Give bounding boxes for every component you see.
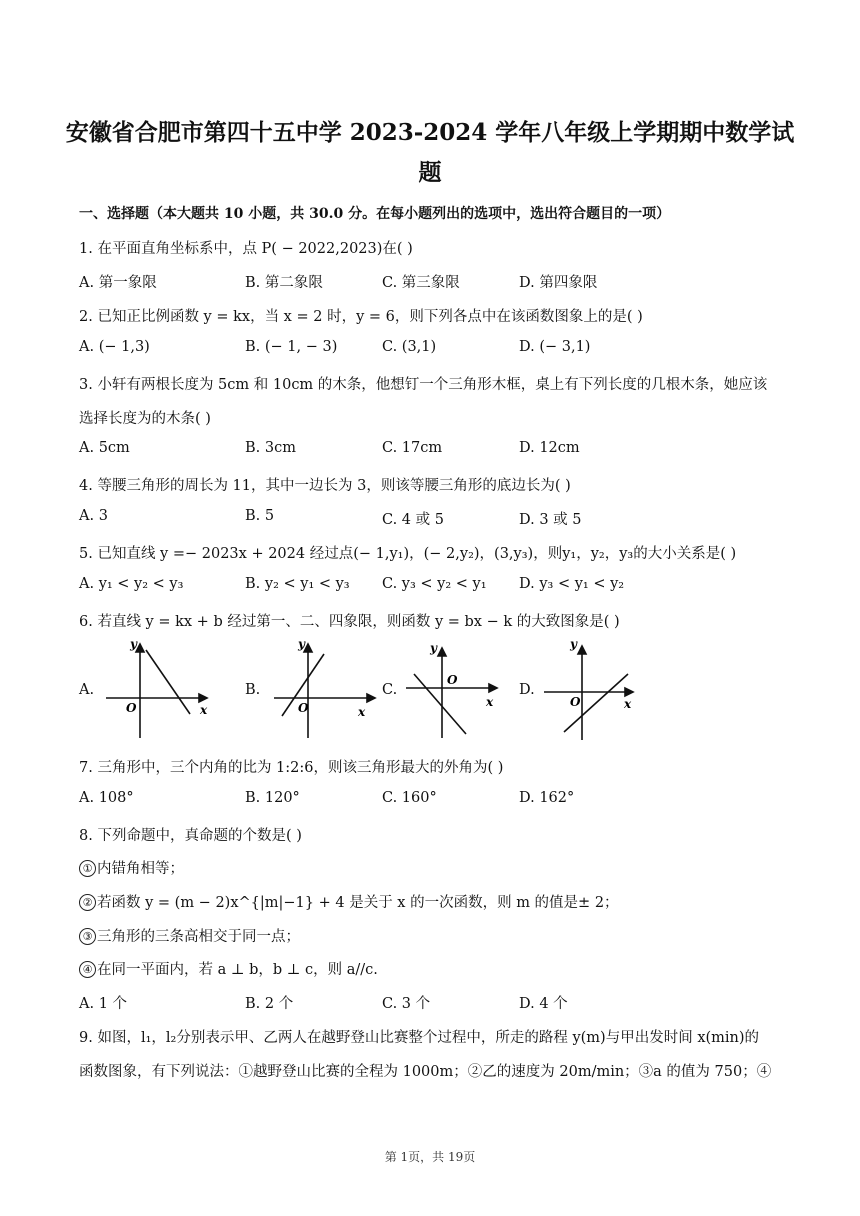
- graph-a: [100, 636, 212, 744]
- q2-option-c: C. (3,1): [382, 339, 437, 355]
- q8-item-4-text: 在同一平面内，若 a ⊥ b，b ⊥ c，则 a//c.: [97, 962, 378, 978]
- q7-option-d: D. 162°: [519, 790, 575, 806]
- graph-d-x-label: x: [624, 697, 632, 711]
- q7-option-b: B. 120°: [245, 790, 300, 806]
- q4-option-d: D. 3 或 5: [519, 512, 582, 528]
- q2-option-a: A. (− 1,3): [79, 339, 150, 355]
- q8-item-1-marker: ①: [79, 860, 96, 877]
- q8-option-a: A. 1 个: [79, 996, 128, 1012]
- graph-b-x-label: x: [358, 705, 366, 719]
- q6-option-c: C.: [382, 682, 398, 698]
- q2-option-b: B. (− 1, − 3): [245, 339, 338, 355]
- q8-item-2-text: 若函数 y = (m − 2)x^{|m|−1} + 4 是关于 x 的一次函数，则 m 的值是± 2；: [97, 895, 619, 911]
- q1-option-b: B. 第二象限: [245, 275, 323, 291]
- graph-d: [538, 636, 650, 744]
- q8-stem: 8. 下列命题中，真命题的个数是( ): [79, 828, 302, 844]
- q8-item-4: [79, 958, 378, 979]
- graph-d-y-label: y: [570, 637, 577, 651]
- q5-option-c: C. y₃ < y₂ < y₁: [382, 576, 487, 592]
- page-footer: 第 1页，共 19页: [384, 1150, 476, 1164]
- q8-item-4-marker: ④: [79, 961, 96, 978]
- graph-c-x-label: x: [486, 695, 494, 709]
- q9-stem: 9. 如图，l₁，l₂分别表示甲、乙两人在越野登山比赛整个过程中，所走的路程 y(m)与甲出发时间 x(min)的: [79, 1030, 760, 1046]
- q3-stem: 3. 小轩有两根长度为 5cm 和 10cm 的木条，他想钉一个三角形木框，桌上有下列长度的几根木条，她应该: [79, 377, 768, 393]
- q8-item-1: [79, 857, 184, 878]
- title-line-1: 安徽省合肥市第四十五中学 2023-2024 学年八年级上学期期中数学试: [65, 119, 795, 146]
- q4-option-a: A. 3: [79, 508, 108, 524]
- section-heading: 一、选择题（本大题共 10 小题，共 30.0 分。在每小题列出的选项中，选出符合题目的一项）: [79, 206, 671, 222]
- q4-stem: 4. 等腰三角形的周长为 11，其中一边长为 3，则该等腰三角形的底边长为( ): [79, 478, 571, 494]
- graph-a-origin-label: O: [126, 701, 137, 715]
- q8-item-2: [79, 891, 619, 912]
- title-line-2: 题: [418, 159, 442, 186]
- graph-c-y-label: y: [430, 641, 437, 655]
- q1-option-c: C. 第三象限: [382, 275, 460, 291]
- q7-option-a: A. 108°: [79, 790, 134, 806]
- q3-option-c: C. 17cm: [382, 440, 443, 456]
- q9-stem-continued: 函数图象，有下列说法：①越野登山比赛的全程为 1000m；②乙的速度为 20m/min；③a 的值为 750；④: [79, 1064, 772, 1080]
- q6-option-d: D.: [519, 682, 535, 698]
- graph-c-origin-label: O: [447, 673, 458, 687]
- q6-option-a: A.: [79, 682, 95, 698]
- graph-d-origin-label: O: [570, 695, 581, 709]
- q5-option-d: D. y₃ < y₁ < y₂: [519, 576, 625, 592]
- q8-item-1-text: 内错角相等；: [97, 861, 184, 877]
- q8-item-3: [79, 925, 300, 946]
- q5-option-b: B. y₂ < y₁ < y₃: [245, 576, 350, 592]
- q1-option-d: D. 第四象限: [519, 275, 598, 291]
- q8-item-3-marker: ③: [79, 928, 96, 945]
- q2-stem: 2. 已知正比例函数 y = kx，当 x = 2 时，y = 6，则下列各点中在该函数图象上的是( ): [79, 309, 643, 325]
- graph-b-origin-label: O: [298, 701, 309, 715]
- graph-c: [400, 636, 512, 744]
- q3-option-a: A. 5cm: [79, 440, 130, 456]
- q1-stem: 1. 在平面直角坐标系中，点 P( − 2022,2023)在( ): [79, 241, 413, 257]
- q8-option-d: D. 4 个: [519, 996, 568, 1012]
- graph-b-y-label: y: [298, 637, 305, 651]
- q2-option-d: D. (− 3,1): [519, 339, 591, 355]
- q5-option-a: A. y₁ < y₂ < y₃: [79, 576, 184, 592]
- q4-option-b: B. 5: [245, 508, 275, 524]
- q8-item-3-text: 三角形的三条高相交于同一点；: [97, 929, 300, 945]
- graph-b: [268, 636, 380, 744]
- q4-option-c: C. 4 或 5: [382, 512, 444, 528]
- q8-option-c: C. 3 个: [382, 996, 431, 1012]
- q3-stem-continued: 选择长度为的木条( ): [79, 411, 211, 427]
- q7-stem: 7. 三角形中，三个内角的比为 1:2:6，则该三角形最大的外角为( ): [79, 760, 504, 776]
- q6-stem: 6. 若直线 y = kx + b 经过第一、二、四象限，则函数 y = bx − k 的大致图象是( ): [79, 614, 620, 630]
- q3-option-b: B. 3cm: [245, 440, 296, 456]
- q1-option-a: A. 第一象限: [79, 275, 157, 291]
- q8-option-b: B. 2 个: [245, 996, 294, 1012]
- q5-stem: 5. 已知直线 y =− 2023x + 2024 经过点(− 1,y₁)，(− 2,y₂)，(3,y₃)，则y₁，y₂，y₃的大小关系是( ): [79, 546, 737, 562]
- graph-a-x-label: x: [200, 703, 208, 717]
- q6-option-b: B.: [245, 682, 261, 698]
- q8-item-2-marker: ②: [79, 894, 96, 911]
- graph-a-y-label: y: [130, 637, 137, 651]
- q7-option-c: C. 160°: [382, 790, 437, 806]
- q3-option-d: D. 12cm: [519, 440, 580, 456]
